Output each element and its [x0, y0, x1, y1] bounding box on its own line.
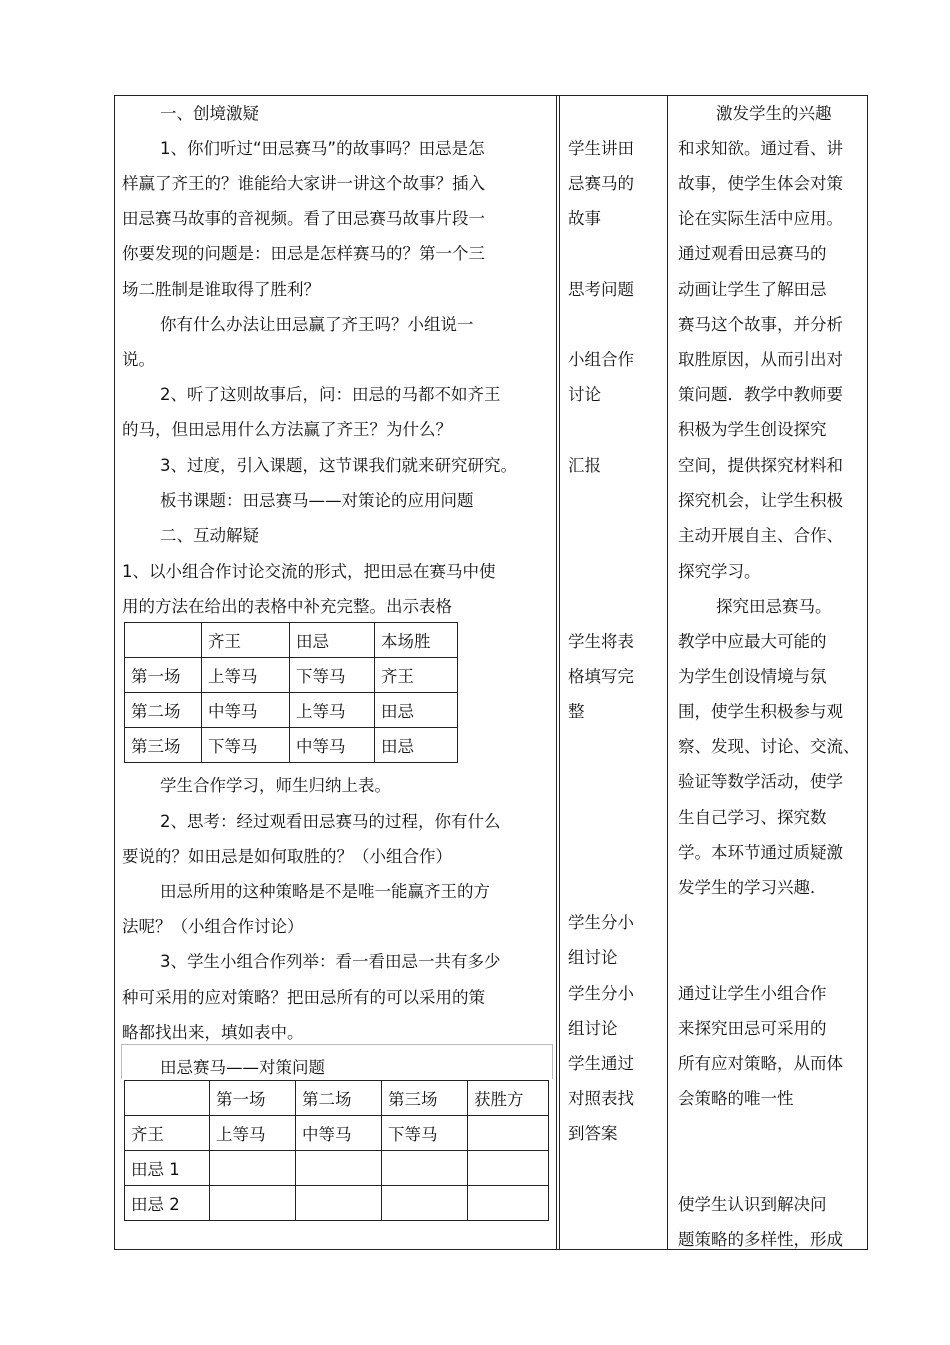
table-cell: [468, 1116, 549, 1151]
intent-line: 论在实际生活中应用。: [678, 209, 843, 228]
intent-line: 题策略的多样性，形成: [678, 1230, 843, 1249]
table-cell: [296, 1186, 382, 1221]
paragraph-line: 略都找出来，填如表中。: [122, 1023, 304, 1042]
table-cell: 本场胜: [375, 623, 458, 658]
table-cell: 田忌: [375, 728, 458, 763]
table-cell: 第二场: [125, 693, 202, 728]
table-cell: 田忌 2: [125, 1186, 210, 1221]
table-cell: 下等马: [290, 658, 375, 693]
activity-line: 组讨论: [568, 1019, 618, 1038]
race-result-table: [124, 622, 458, 763]
paragraph-line: 说。: [122, 350, 155, 369]
column-divider: [559, 95, 560, 1250]
table-cell: 中等马: [202, 693, 290, 728]
table-cell: 第三场: [125, 728, 202, 763]
table-cell: [382, 1186, 468, 1221]
intent-line: 学。本环节通过质疑激: [678, 843, 843, 862]
intent-line: 主动开展自主、合作、: [678, 526, 843, 545]
paragraph-line: 场二胜制是谁取得了胜利？: [122, 280, 320, 299]
activity-line: 到答案: [568, 1124, 618, 1143]
table-cell: 中等马: [296, 1116, 382, 1151]
table-row: [125, 1081, 549, 1116]
activity-line: 学生通过: [568, 1054, 634, 1073]
intent-line: 教学中应最大可能的: [678, 632, 827, 651]
paragraph-line: 样赢了齐王的？谁能给大家讲一讲这个故事？插入: [122, 174, 485, 193]
paragraph-line: 用的方法在给出的表格中补充完整。出示表格: [122, 597, 452, 616]
paragraph-line: 2、思考：经过观看田忌赛马的过程，你有什么: [160, 812, 501, 831]
activity-line: 整: [568, 702, 585, 721]
table-row: [125, 1186, 549, 1221]
table-cell: 中等马: [290, 728, 375, 763]
section-heading: 二、互动解疑: [160, 526, 259, 545]
table-cell: 第二场: [296, 1081, 382, 1116]
intent-line: 积极为学生创设探究: [678, 420, 827, 439]
paragraph-line: 田忌赛马故事的音视频。看了田忌赛马故事片段一: [122, 209, 485, 228]
activity-line: 学生讲田: [568, 139, 634, 158]
paragraph-line: 板书课题：田忌赛马——对策论的应用问题: [160, 491, 474, 510]
activity-line: 学生分小: [568, 913, 634, 932]
paragraph-line: 田忌所用的这种策略是不是唯一能赢齐王的方: [160, 882, 490, 901]
paragraph-line: 学生合作学习，师生归纳上表。: [160, 776, 391, 795]
paragraph-line: 1、以小组合作讨论交流的形式，把田忌在赛马中使: [122, 562, 496, 581]
table-cell: [210, 1186, 296, 1221]
paragraph-line: 3、过度，引入课题，这节课我们就来研究研究。: [160, 456, 517, 475]
paragraph-line: 1、你们听过“田忌赛马”的故事吗？田忌是怎: [160, 139, 485, 158]
activity-line: 忌赛马的: [568, 174, 634, 193]
table-cell: 第一场: [210, 1081, 296, 1116]
table-cell: 上等马: [290, 693, 375, 728]
activity-line: 组讨论: [568, 948, 618, 967]
paragraph-line: 要说的？如田忌是如何取胜的？（小组合作）: [122, 847, 452, 866]
table-caption: 田忌赛马——对策问题: [160, 1058, 325, 1077]
activity-line: 格填写完: [568, 667, 634, 686]
table-cell: [125, 1081, 210, 1116]
intent-line: 通过让学生小组合作: [678, 984, 827, 1003]
intent-line: 发学生的学习兴趣．: [678, 878, 827, 897]
intent-line: 验证等数学活动，使学: [678, 772, 843, 791]
activity-line: 汇报: [568, 456, 601, 475]
activity-line: 小组合作: [568, 350, 634, 369]
table-row: [125, 728, 458, 763]
intent-line: 会策略的唯一性: [678, 1089, 794, 1108]
table-row: [125, 1116, 549, 1151]
paragraph-line: 的马，但田忌用什么方法赢了齐王？为什么？: [122, 420, 452, 439]
section-heading: 一、创境激疑: [160, 104, 259, 123]
activity-line: 学生将表: [568, 632, 634, 651]
intent-line: 动画让学生了解田忌: [678, 280, 827, 299]
paragraph-line: 种可采用的应对策略？把田忌所有的可以采用的策: [122, 988, 485, 1007]
intent-line: 围，使学生积极参与观: [678, 702, 843, 721]
intent-line: 生自己学习、探究数: [678, 808, 827, 827]
intent-line: 所有应对策略，从而体: [678, 1054, 843, 1073]
table-cell: 田忌 1: [125, 1151, 210, 1186]
intent-line: 探究机会，让学生积极: [678, 491, 843, 510]
intent-line: 探究田忌赛马。: [716, 597, 832, 616]
table-row: [125, 693, 458, 728]
table-cell: 齐王: [125, 1116, 210, 1151]
activity-line: 思考问题: [568, 280, 634, 299]
intent-line: 故事，使学生体会对策: [678, 174, 843, 193]
intent-line: 赛马这个故事，并分析: [678, 315, 843, 334]
table-cell: [296, 1151, 382, 1186]
table-cell: [468, 1186, 549, 1221]
paragraph-line: 3、学生小组合作列举：看一看田忌一共有多少: [160, 952, 501, 971]
table-row: [125, 623, 458, 658]
activity-line: 故事: [568, 209, 601, 228]
table-cell: 下等马: [382, 1116, 468, 1151]
table-cell: 第三场: [382, 1081, 468, 1116]
intent-line: 使学生认识到解决问: [678, 1195, 827, 1214]
table-cell: 田忌: [290, 623, 375, 658]
intent-line: 通过观看田忌赛马的: [678, 244, 827, 263]
intent-line: 激发学生的兴趣: [716, 104, 832, 123]
intent-line: 察、发现、讨论、交流、: [678, 737, 860, 756]
intent-line: 取胜原因，从而引出对: [678, 350, 843, 369]
table-cell: 下等马: [202, 728, 290, 763]
table-cell: [468, 1151, 549, 1186]
intent-line: 为学生创设情境与氛: [678, 667, 827, 686]
intent-line: 来探究田忌可采用的: [678, 1019, 827, 1038]
paragraph-line: 你有什么办法让田忌赢了齐王吗？小组说一: [160, 315, 474, 334]
table-cell: 上等马: [202, 658, 290, 693]
intent-line: 空间，提供探究材料和: [678, 456, 843, 475]
column-divider: [556, 95, 557, 1250]
column-divider: [667, 95, 668, 1250]
intent-line: 探究学习。: [678, 562, 761, 581]
paragraph-line: 法呢？（小组合作讨论）: [122, 917, 304, 936]
activity-line: 学生分小: [568, 984, 634, 1003]
table-row: [125, 658, 458, 693]
paragraph-line: 你要发现的问题是：田忌是怎样赛马的？第一个三: [122, 244, 485, 263]
table-row: [125, 1151, 549, 1186]
table-cell: [125, 623, 202, 658]
activity-line: 讨论: [568, 385, 601, 404]
paragraph-line: 2、听了这则故事后，问：田忌的马都不如齐王: [160, 385, 501, 404]
table-cell: 齐王: [202, 623, 290, 658]
table-cell: 获胜方: [468, 1081, 549, 1116]
table-cell: 齐王: [375, 658, 458, 693]
table-cell: [210, 1151, 296, 1186]
intent-line: 和求知欲。通过看、讲: [678, 139, 843, 158]
table-cell: [382, 1151, 468, 1186]
table-cell: 田忌: [375, 693, 458, 728]
intent-line: 策问题．教学中教师要: [678, 385, 843, 404]
table-cell: 上等马: [210, 1116, 296, 1151]
table-cell: 第一场: [125, 658, 202, 693]
strategy-table: [124, 1080, 549, 1221]
activity-line: 对照表找: [568, 1089, 634, 1108]
